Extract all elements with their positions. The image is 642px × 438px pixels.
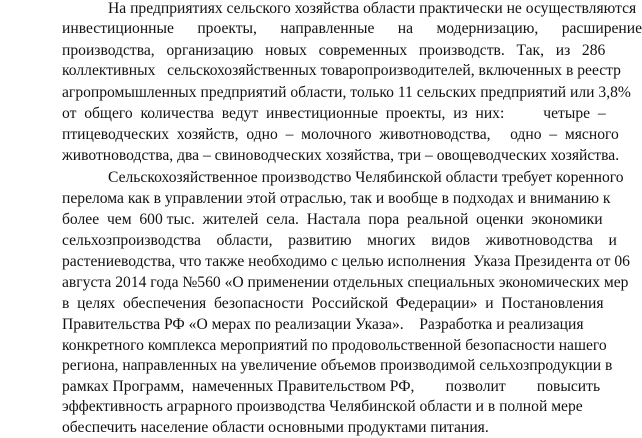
paragraph-2-line-2: перелома как в управлении этой отраслью, так и вообще в подходах и вниманию к [62, 190, 611, 207]
paragraph-1-line-2: инвестиционные проекты, направленные на модернизацию, расширение [62, 20, 642, 37]
paragraph-2-line-9: конкретного комплекса мероприятий по продовольственной безопасности нашего [62, 337, 607, 354]
paragraph-2-line-1: Сельскохозяйственное производство Челябинской области требует коренного [108, 169, 624, 186]
paragraph-2-line-3: более чем 600 тыс. жителей села. Настала пора реальной оценки экономики [62, 211, 603, 228]
paragraph-2-line-5: растениеводства, что также необходимо с целью исполнения Указа Президента от 06 [62, 253, 630, 270]
paragraph-2-line-12: эффективность аграрного производства Челябинской области и в полной мере [62, 398, 583, 415]
paragraph-1-line-8: животноводства, два – свиноводческих хозяйства, три – овощеводческих хозяйства. [62, 147, 620, 164]
paragraph-2-line-6: августа 2014 года №560 «О применении отдельных специальных экономических мер [62, 274, 629, 291]
paragraph-1-line-7: птицеводческих хозяйств, одно – молочного животноводства, одно – мясного [62, 126, 619, 143]
paragraph-2-line-10: региона, направленных на увеличение объемов производимой сельхозпродукции в [62, 357, 613, 374]
paragraph-1-line-6: от общего количества ведут инвестиционные проекты, из них: четыре – [62, 105, 606, 122]
paragraph-1-line-4: коллективных сельскохозяйственных товаропроизводителей, включенных в реестр [62, 62, 621, 79]
paragraph-1-line-3: производства, организацию новых современных производств. Так, из 286 [62, 42, 606, 59]
paragraph-2-line-4: сельхозпроизводства области, развитию многих видов животноводства и [62, 232, 617, 249]
paragraph-1-line-1: На предприятиях сельского хозяйства области практически не осуществляются [108, 0, 637, 17]
paragraph-2-line-7: в целях обеспечения безопасности Российской Федерации» и Постановления [62, 295, 604, 312]
paragraph-2-line-11: рамках Программ, намеченных Правительством РФ, позволит повысить [62, 378, 601, 395]
paragraph-2-line-8: Правительства РФ «О мерах по реализации Указа». Разработка и реализация [62, 316, 584, 333]
paragraph-1-line-5: агропромышленных предприятий области, только 11 сельских предприятий или 3,8% [62, 84, 631, 101]
paragraph-2-line-13: обеспечить население области основными продуктами питания. [62, 419, 489, 436]
